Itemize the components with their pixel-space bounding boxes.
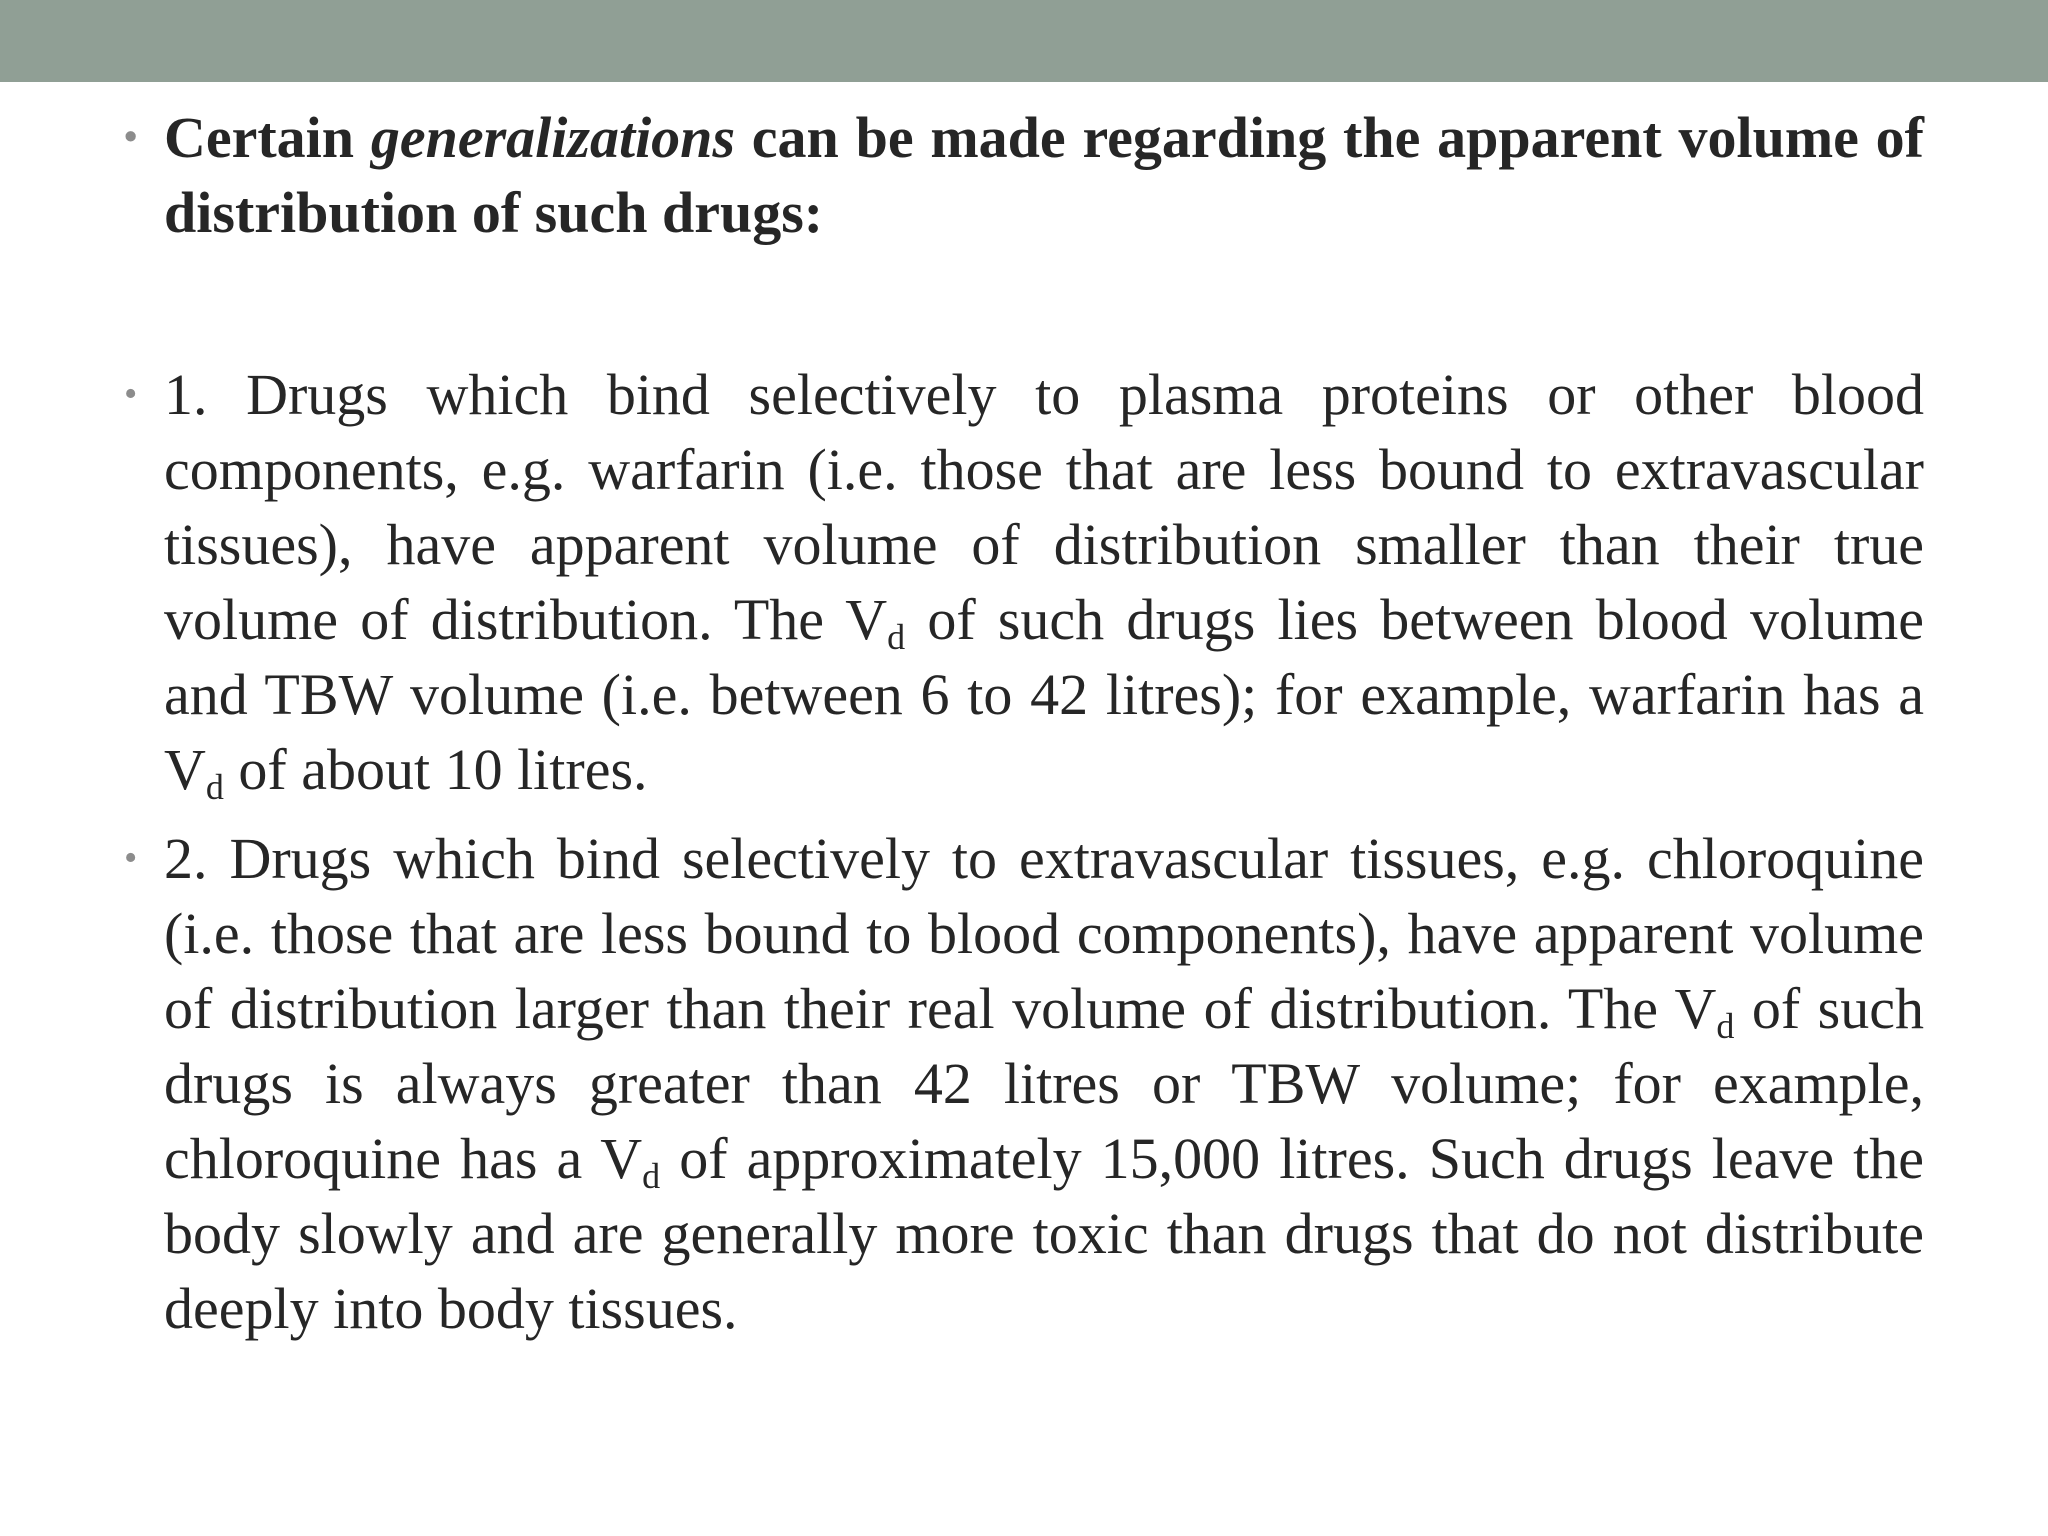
slide-content: [118, 100, 1924, 1346]
bullet-marker: •: [124, 116, 138, 158]
paragraph-1-italic-term: generalizations: [370, 105, 736, 170]
bullet-generalizations: [118, 100, 1924, 250]
paragraph-2-text-b: of such drugs lies between blood volume and TBW volume (i.e. between 6 to 42 litres); for example, warfarin has a V: [164, 587, 1924, 802]
vd-subscript: d: [205, 767, 224, 807]
paragraph-3-text-b: of such drugs is always greater than 42 litres or TBW volume; for example, chloroquine has a V: [164, 976, 1924, 1191]
paragraph-2-text-a: 1. Drugs which bind selectively to plasma proteins or other blood components, e.g. warfarin (i.e. those that are less bound to extravascular tissues), have apparent volume of distribution smaller than their true volume of distribution. The V: [164, 362, 1924, 652]
bullet-point-2: [118, 821, 1924, 1346]
paragraph-2-text-c: of about 10 litres.: [223, 737, 648, 802]
paragraph-3-text-c: of approximately 15,000 litres. Such drugs leave the body slowly and are generally more toxic than drugs that do not distribute deeply into body tissues.: [164, 1126, 1924, 1341]
vd-subscript: d: [1716, 1006, 1735, 1046]
bullet-marker: •: [124, 373, 138, 415]
bullet-marker: •: [124, 837, 138, 879]
bullet-point-1: [118, 357, 1924, 807]
paragraph-1-text-a: Certain: [164, 105, 371, 170]
paragraph-3-text-a: 2. Drugs which bind selectively to extravascular tissues, e.g. chloroquine (i.e. those that are less bound to blood components), have apparent volume of distribution larger than their real volume of distribution. The V: [164, 826, 1924, 1041]
vd-subscript: d: [642, 1156, 661, 1196]
paragraph-1-text-b: can be made regarding the apparent volume of distribution of such drugs:: [164, 105, 1924, 245]
header-bar: [0, 0, 2048, 82]
vd-subscript: d: [887, 617, 906, 657]
